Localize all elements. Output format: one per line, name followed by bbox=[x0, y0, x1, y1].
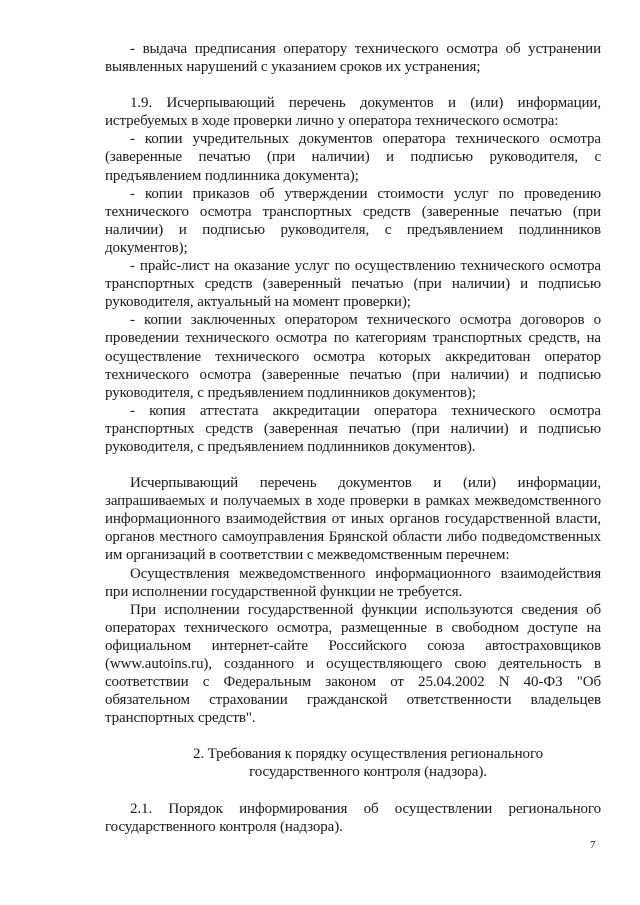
spacer bbox=[105, 76, 601, 94]
section-heading-line2: государственного контроля (надзора). bbox=[249, 764, 487, 781]
list-item-contracts: - копии заключенных оператором технического осмотра договоров о проведении технического осмотра по категориям транспортных средств, на осуществление технического осмотра которых аккредитован оператор технического осмотра (заверенные печатью (при наличии) и подписью руководителя, с предъявлением подлинников документов); bbox=[105, 312, 601, 401]
list-item-founding-documents: - копии учредительных документов оператора технического осмотра (заверенные печатью (при наличии) и подписью руководителя, с предъявлением подлинника документа); bbox=[105, 131, 601, 184]
section-heading-line1: 2. Требования к порядку осуществления регионального bbox=[192, 746, 544, 763]
list-item-price-orders: - копии приказов об утверждении стоимости услуг по проведению технического осмотра транспортных средств (заверенные печатью (при наличии) и подписью руководителя, с предъявлением подлинников документов); bbox=[105, 185, 601, 256]
list-item-price-list: - прайс-лист на оказание услуг по осуществлению технического осмотра транспортных средств (заверенный печатью (при наличии) и подписью руководителя, актуальный на момент проверки); bbox=[105, 258, 601, 311]
paragraph-2-1: 2.1. Порядок информирования об осуществлении регионального государственного контроля (надзора). bbox=[105, 800, 601, 835]
paragraph-1-9: 1.9. Исчерпывающий перечень документов и (или) информации, истребуемых в ходе проверки лично у оператора технического осмотра: bbox=[105, 95, 601, 130]
paragraph-autoins-info: При исполнении государственной функции используются сведения об операторах технического осмотра, размещенные в свободном доступе на официальном интернет-сайте Российского союза автостраховщиков (www.autoins.ru), созданного и осуществляющего свою деятельность в соответствии с Федеральным законом от 25.04.2002 N 40-ФЗ "Об обязательном страховании гражданской ответственности владельцев транспортных средств". bbox=[105, 601, 601, 727]
spacer bbox=[105, 727, 601, 745]
paragraph-prescription: - выдача предписания оператору технического осмотра об устранении выявленных нарушений с указанием сроков их устранения; bbox=[105, 41, 601, 76]
paragraph-interagency-list: Исчерпывающий перечень документов и (или) информации, запрашиваемых и получаемых в ходе проверки в рамках межведомственного информационного взаимодействия от иных органов государственной власти, органов местного самоуправления Брянской области либо подведомственных им организаций в соответствии с межведомственным перечнем: bbox=[105, 475, 601, 564]
list-item-accreditation: - копия аттестата аккредитации оператора технического осмотра транспортных средств (заверенная печатью (при наличии) и подписью руководителя, с предъявлением подлинников документов). bbox=[105, 402, 601, 455]
page-number: 7 bbox=[590, 839, 596, 851]
paragraph-interagency-not-required: Осуществления межведомственного информационного взаимодействия при исполнении государственной функции не требуется. bbox=[105, 565, 601, 600]
document-body bbox=[105, 40, 601, 836]
spacer bbox=[105, 456, 601, 474]
spacer bbox=[105, 782, 601, 800]
